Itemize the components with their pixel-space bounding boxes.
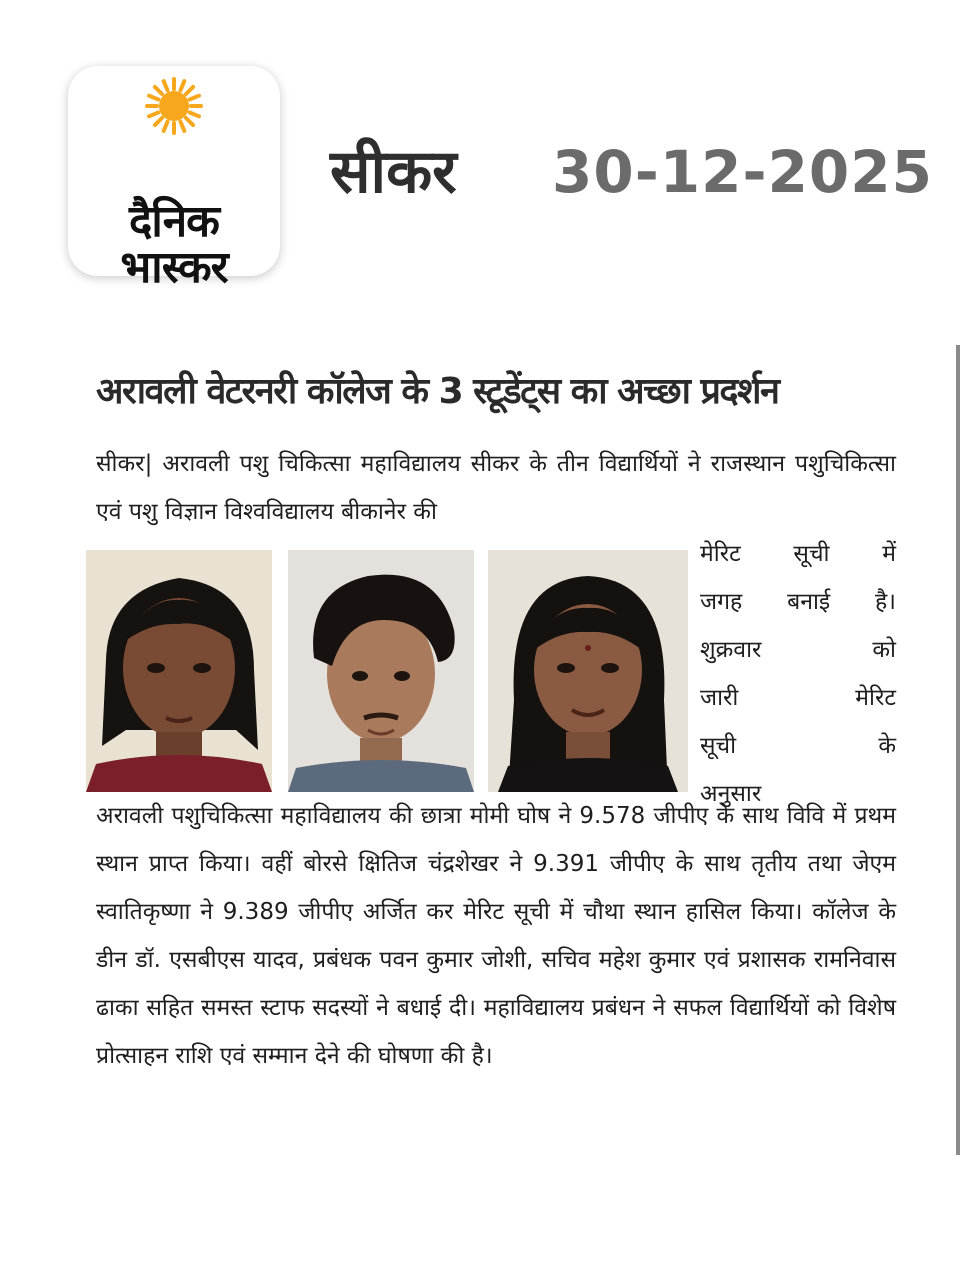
student-photo-3 [488, 550, 688, 792]
side-line: मेरिट सूची में [700, 541, 896, 567]
edition-city: सीकर [330, 137, 457, 207]
edition-date: 30-12-2025 [552, 138, 933, 206]
side-line: जारी मेरिट [700, 685, 896, 711]
side-line: शुक्रवार को [700, 637, 896, 663]
logo-text-line1: दैनिक [129, 196, 219, 247]
side-line: सूची के [700, 733, 896, 759]
side-line: जगह बनाई है। [700, 589, 896, 615]
clipping-edge-divider [956, 345, 960, 1155]
article-body-paragraph: अरावली पशुचिकित्सा महाविद्यालय की छात्रा मोमी घोष ने 9.578 जीपीए के साथ विवि में प्रथम स्थान प्राप्त किया। वहीं बोरसे क्षितिज चंद्रशेखर ने 9.391 जीपीए के साथ तृतीय तथा जेएम स्वातिकृष्णा ने 9.389 जीपीए अर्जित कर मेरिट सूची में चौथा स्थान हासिल किया। कॉलेज के डीन डॉ. एसबीएस यादव, प्रबंधक पवन कुमार जोशी, सचिव महेश कुमार एवं प्रशासक रामनिवास ढाका सहित समस्त स्टाफ सदस्यों ने बधाई दी। महाविद्यालय प्रबंधन ने सफल विद्यार्थियों को विशेष प्रोत्साहन राशि एवं सम्मान देने की घोषणा की है। [96, 803, 896, 1069]
student-photo-2 [288, 550, 474, 792]
dainik-bhaskar-logo [68, 66, 280, 293]
logo-text-line2: भास्कर [120, 242, 228, 293]
article-headline: अरावली वेटरनरी कॉलेज के 3 स्टूडेंट्स का अच्छा प्रदर्शन [96, 371, 779, 412]
article-side-column [700, 530, 896, 818]
student-photo-1 [86, 550, 272, 792]
side-line: अनुसार [700, 781, 762, 807]
article-lead-paragraph: सीकर| अरावली पशु चिकित्सा महाविद्यालय सीकर के तीन विद्यार्थियों ने राजस्थान पशुचिकित्सा एवं पशु विज्ञान विश्वविद्यालय बीकानेर की [96, 451, 896, 525]
